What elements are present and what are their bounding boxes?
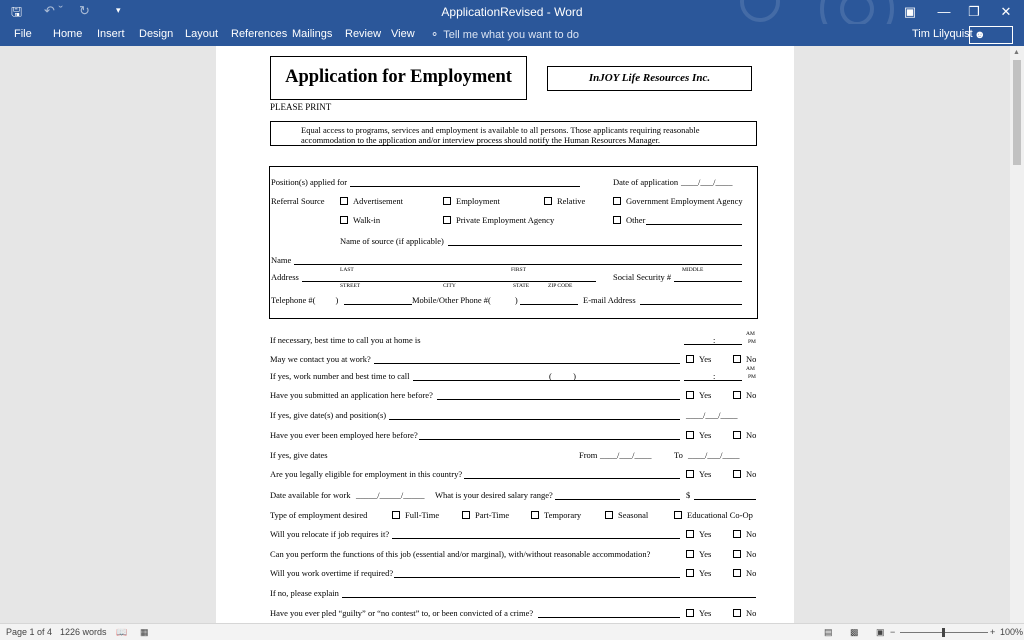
checkbox-icon	[686, 431, 694, 439]
address-sub-zip: ZIP CODE	[548, 283, 573, 289]
pm-label: PM	[748, 339, 756, 345]
user-name[interactable]: Tim Lilyquist	[912, 28, 973, 40]
tab-insert[interactable]: Insert	[97, 28, 125, 40]
submitted-yes[interactable]: Yes	[686, 390, 711, 400]
tab-mailings[interactable]: Mailings	[292, 28, 333, 40]
customize-icon[interactable]: ▾	[116, 5, 121, 15]
checkbox-icon	[733, 530, 741, 538]
contact-work-no[interactable]: No	[733, 354, 756, 364]
q-line	[437, 399, 680, 400]
dates-positions-input[interactable]	[389, 419, 680, 420]
q-line	[374, 363, 680, 364]
title-box	[270, 56, 527, 100]
relocate-no[interactable]: No	[733, 529, 756, 539]
checkbox-icon	[613, 197, 621, 205]
q-give-dates: If yes, give dates	[270, 450, 328, 460]
am-label: AM	[746, 366, 755, 372]
q-submitted: Have you submitted an application here before?	[270, 390, 433, 400]
q-relocate: Will you relocate if job requires it?	[270, 529, 390, 539]
q-dates-positions: If yes, give date(s) and position(s)	[270, 410, 387, 420]
referral-walk-in[interactable]: Walk-in	[340, 215, 380, 225]
ssn-label: Social Security #	[613, 272, 672, 282]
zoom-in-icon[interactable]: +	[990, 627, 996, 637]
work-time-colon: :	[713, 371, 716, 381]
referral-private-agency[interactable]: Private Employment Agency	[443, 215, 554, 225]
notice-box	[270, 121, 757, 146]
from-input[interactable]: ____/___/____	[600, 450, 652, 460]
status-bar	[0, 623, 1024, 640]
ssn-input[interactable]	[674, 281, 742, 282]
web-layout-icon[interactable]: ▣	[876, 627, 885, 637]
q-employed: Have you ever been employed here before?	[270, 430, 418, 440]
employed-yes[interactable]: Yes	[686, 430, 711, 440]
date-available-input[interactable]: _____/_____/_____	[356, 490, 425, 500]
mobile-input[interactable]	[520, 304, 578, 305]
restore-icon[interactable]: ❐	[968, 4, 980, 19]
vertical-scrollbar[interactable]	[1010, 46, 1024, 623]
document-area	[0, 46, 1024, 623]
close-icon[interactable]: ✕	[1000, 4, 1012, 19]
document-page[interactable]	[216, 46, 794, 623]
checkbox-icon	[392, 511, 400, 519]
q-eligible: Are you legally eligible for employment in this country?	[270, 469, 463, 479]
name-sub-last: LAST	[340, 267, 354, 273]
best-time-input[interactable]	[684, 344, 742, 345]
tab-home[interactable]: Home	[53, 28, 83, 40]
checkbox-icon	[686, 550, 694, 558]
tab-file[interactable]: File	[14, 28, 32, 40]
scroll-up-icon[interactable]: ▲	[1013, 49, 1020, 56]
referral-relative[interactable]: Relative	[544, 196, 585, 206]
tab-layout[interactable]: Layout	[185, 28, 219, 40]
window-title: ApplicationRevised - Word	[441, 5, 583, 19]
dates-positions-blank[interactable]: ____/___/____	[686, 410, 738, 420]
checkbox-icon	[686, 569, 694, 577]
type-part-time[interactable]: Part-Time	[462, 510, 509, 520]
source-label: Name of source (if applicable)	[340, 236, 444, 246]
tab-view[interactable]: View	[391, 28, 415, 40]
name-sub-first: FIRST	[511, 267, 526, 273]
lightbulb-icon: ⚬	[430, 29, 440, 41]
checkbox-icon	[686, 470, 694, 478]
notice-line-2: accommodation to the application and/or interview process should notify the Human Resources Manager.	[301, 135, 661, 145]
overtime-yes[interactable]: Yes	[686, 568, 711, 578]
word-count[interactable]: 1226 words	[60, 627, 107, 637]
notice-line-1: Equal access to programs, services and employment is available to all persons. Those applicants requiring reasonable	[301, 125, 700, 135]
checkbox-icon	[443, 216, 451, 224]
overtime-no[interactable]: No	[733, 568, 756, 578]
checkbox-icon	[531, 511, 539, 519]
checkbox-icon	[340, 216, 348, 224]
address-sub-state: STATE	[513, 283, 530, 289]
please-print: PLEASE PRINT	[270, 102, 332, 112]
referral-advertisement[interactable]: Advertisement	[340, 196, 403, 206]
company-box	[547, 66, 752, 91]
zoom-slider-thumb[interactable]	[942, 628, 945, 637]
submitted-no[interactable]: No	[733, 390, 756, 400]
guilty-yes[interactable]: Yes	[686, 608, 711, 618]
tab-references[interactable]: References	[231, 28, 288, 40]
eligible-yes[interactable]: Yes	[686, 469, 711, 479]
checkbox-icon	[733, 550, 741, 558]
email-input[interactable]	[640, 304, 742, 305]
employed-no[interactable]: No	[733, 430, 756, 440]
explain-input[interactable]	[342, 597, 756, 598]
address-label: Address	[271, 272, 299, 282]
referral-label: Referral Source	[271, 196, 325, 206]
from-label: From	[579, 450, 598, 460]
q-line	[538, 617, 680, 618]
telephone-label: Telephone #(	[271, 295, 316, 305]
other-input[interactable]	[646, 224, 742, 225]
referral-other[interactable]: Other	[613, 215, 645, 225]
checkbox-icon	[733, 609, 741, 617]
macro-icon[interactable]: ▦	[140, 627, 149, 637]
q-line	[555, 499, 680, 500]
tell-me-text: Tell me what you want to do	[443, 29, 579, 41]
q-contact-work: May we contact you at work?	[270, 354, 371, 364]
checkbox-icon	[686, 391, 694, 399]
undo-icon[interactable]: ↶ ˇ	[44, 3, 63, 18]
eligible-no[interactable]: No	[733, 469, 756, 479]
checkbox-icon	[462, 511, 470, 519]
zoom-level[interactable]: 100%	[1000, 627, 1024, 637]
salary-label: What is your desired salary range?	[435, 490, 553, 500]
to-input[interactable]: ____/___/____	[688, 450, 740, 460]
telephone-field[interactable]: Telephone #( )	[271, 295, 339, 305]
save-icon[interactable]: 🖫	[11, 4, 23, 19]
address-sub-city: CITY	[443, 283, 456, 289]
ribbon-tabs	[0, 24, 1024, 46]
guilty-no[interactable]: No	[733, 608, 756, 618]
pm-label: PM	[748, 374, 756, 380]
functions-yes[interactable]: Yes	[686, 549, 711, 559]
date-available-label: Date available for work	[270, 490, 351, 500]
checkbox-icon	[733, 431, 741, 439]
scroll-thumb[interactable]	[1013, 60, 1021, 165]
ribbon-display-icon[interactable]: ▣	[903, 4, 917, 19]
checkbox-icon	[544, 197, 552, 205]
q-line	[392, 538, 680, 539]
tell-me-box[interactable]	[430, 28, 579, 41]
relocate-yes[interactable]: Yes	[686, 529, 711, 539]
redo-icon[interactable]: ↻	[79, 3, 90, 18]
q-guilty: Have you ever pled “guilty” or “no contest” to, or been convicted of a crime?	[270, 608, 534, 618]
checkbox-icon	[605, 511, 613, 519]
q-functions: Can you perform the functions of this job (essential and/or marginal), with/without reasonable accommodation?	[270, 549, 651, 559]
dollar-sign: $	[686, 490, 691, 500]
name-sub-middle: MIDDLE	[682, 267, 704, 273]
best-time-colon: :	[713, 335, 716, 345]
checkbox-icon	[733, 470, 741, 478]
q-explain: If no, please explain	[270, 588, 339, 598]
q-best-time: If necessary, best time to call you at home is	[270, 335, 421, 345]
position-input[interactable]	[350, 186, 580, 187]
telephone-input[interactable]	[344, 304, 412, 305]
work-number-input[interactable]	[413, 380, 680, 381]
page-title: Application for Employment	[285, 67, 512, 87]
q-overtime: Will you work overtime if required?	[270, 568, 394, 578]
address-input[interactable]	[302, 281, 596, 282]
type-co-op[interactable]: Educational Co-Op	[674, 510, 753, 520]
mobile-label: Mobile/Other Phone #(	[412, 295, 491, 305]
work-number-paren: ( )	[549, 371, 576, 381]
mobile-field[interactable]: Mobile/Other Phone #( )	[412, 295, 518, 305]
checkbox-icon	[340, 197, 348, 205]
address-sub-street: STREET	[340, 283, 361, 289]
checkbox-icon	[686, 609, 694, 617]
checkbox-icon	[443, 197, 451, 205]
q-line	[394, 577, 680, 578]
functions-no[interactable]: No	[733, 549, 756, 559]
title-bar	[0, 0, 1024, 24]
name-label: Name	[271, 255, 292, 265]
source-input[interactable]	[448, 245, 742, 246]
am-label: AM	[746, 331, 755, 337]
email-label: E-mail Address	[583, 295, 636, 305]
position-label: Position(s) applied for	[271, 177, 348, 187]
read-mode-icon[interactable]: ▤	[824, 627, 833, 637]
date-input[interactable]: ____/___/____	[681, 177, 733, 187]
tab-design[interactable]: Design	[139, 28, 174, 40]
checkbox-icon	[733, 391, 741, 399]
date-label: Date of application	[613, 177, 679, 187]
type-temporary[interactable]: Temporary	[531, 510, 581, 520]
q-line	[464, 478, 680, 479]
tab-review[interactable]: Review	[345, 28, 382, 40]
company-name: InJOY Life Resources Inc.	[588, 72, 711, 84]
share-button[interactable]	[969, 26, 1013, 44]
checkbox-icon	[674, 511, 682, 519]
page-count[interactable]: Page 1 of 4	[6, 627, 53, 637]
referral-employment[interactable]: Employment	[443, 196, 500, 206]
type-full-time[interactable]: Full-Time	[392, 510, 439, 520]
q-work-number: If yes, work number and best time to call	[270, 371, 410, 381]
work-time-input[interactable]	[684, 380, 742, 381]
zoom-out-icon[interactable]: −	[890, 627, 896, 637]
salary-input[interactable]	[694, 499, 756, 500]
contact-work-yes[interactable]: Yes	[686, 354, 711, 364]
person-icon: ☻	[974, 29, 986, 41]
minimize-icon[interactable]: —	[937, 4, 951, 19]
print-layout-icon[interactable]: ▩	[850, 627, 859, 637]
name-input[interactable]	[294, 264, 742, 265]
to-label: To	[674, 450, 683, 460]
type-seasonal[interactable]: Seasonal	[605, 510, 648, 520]
employment-type-label: Type of employment desired	[270, 510, 368, 520]
checkbox-icon	[613, 216, 621, 224]
checkbox-icon	[686, 530, 694, 538]
checkbox-icon	[733, 569, 741, 577]
q-line	[419, 439, 680, 440]
proofing-icon[interactable]: 📖	[116, 627, 128, 637]
checkbox-icon	[686, 355, 694, 363]
checkbox-icon	[733, 355, 741, 363]
referral-government[interactable]: Government Employment Agency	[613, 196, 743, 206]
